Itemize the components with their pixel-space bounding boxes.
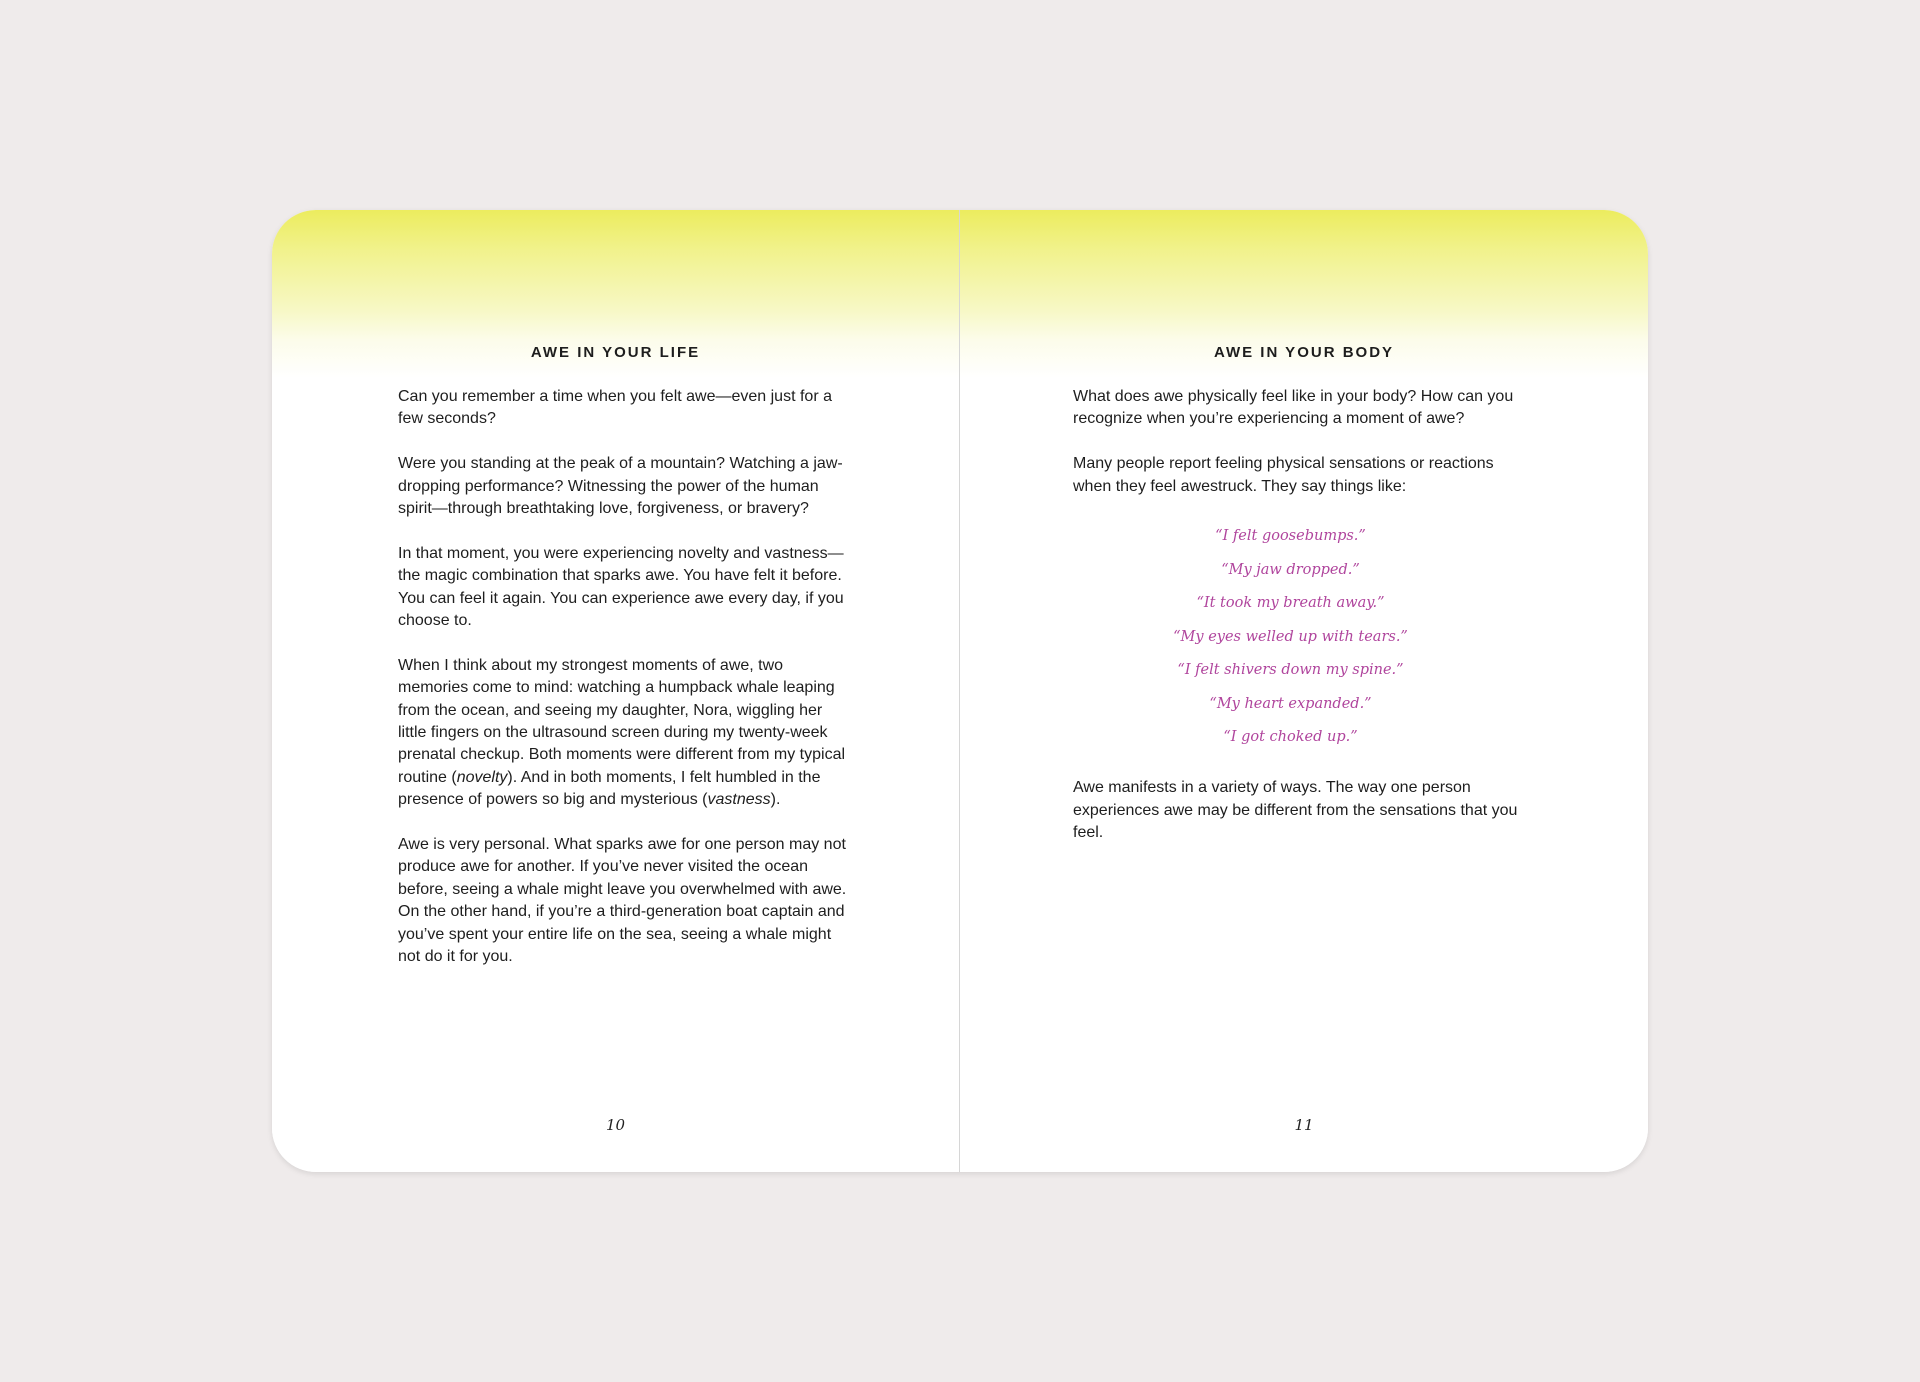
left-page: [272, 210, 959, 1172]
quote-item: “I got choked up.”: [1223, 729, 1358, 746]
p4-text-c: ).: [770, 791, 781, 809]
quote-item: “It took my breath away.”: [1196, 595, 1385, 612]
left-page-number: 10: [605, 1116, 626, 1134]
quote-item: “My jaw dropped.”: [1221, 561, 1360, 578]
right-page: [960, 210, 1648, 1172]
p4-text-a: When I think about my strongest moments of awe, two memories come to mind: watching a humpback whale leaping from the ocean, and seeing my daughter, Nora, wiggling her little fingers on the ultrasound screen during my twenty-week prenatal checkup. Both moments were different from my typical routine (: [398, 656, 846, 786]
book-spread: [272, 210, 1648, 1172]
quote-list: [1073, 520, 1523, 755]
left-paragraph-5: Awe is very personal. What sparks awe for one person may not produce awe for another. If you’ve never visited the ocean before, seeing a whale might leave you overwhelmed with awe. On the other hand, if you’re a third-generation boat captain and you’ve spent your entire life on the sea, seeing a whale might not do it for you.: [398, 836, 847, 966]
left-page-heading: AWE IN YOUR LIFE: [530, 344, 701, 361]
left-paragraph-2: Were you standing at the peak of a mountain? Watching a jaw-dropping performance? Witnessing the power of the human spirit—through breathtaking love, forgiveness, or bravery?: [398, 455, 843, 518]
left-page-body: [398, 386, 848, 991]
quote-item: “I felt goosebumps.”: [1215, 528, 1366, 545]
novelty-term: novelty: [456, 768, 508, 786]
p4-text-b: ). And in both moments, I felt humbled in the presence of powers so big and mysterious (: [398, 768, 821, 809]
left-paragraph-3: In that moment, you were experiencing novelty and vastness—the magic combination that sparks awe. You have felt it before. You can feel it again. You can experience awe every day, if you choose to.: [398, 544, 844, 630]
quote-item: “My eyes welled up with tears.”: [1173, 628, 1408, 645]
right-page-number: 11: [1294, 1116, 1314, 1134]
right-page-body: [1073, 386, 1523, 867]
quote-item: “I felt shivers down my spine.”: [1177, 662, 1404, 679]
right-paragraph-3: Awe manifests in a variety of ways. The way one person experiences awe may be different from the sensations that you feel.: [1073, 779, 1518, 842]
left-paragraph-4: [398, 655, 848, 812]
right-paragraph-1: What does awe physically feel like in your body? How can you recognize when you’re experiencing a moment of awe?: [1073, 388, 1514, 428]
right-page-heading: AWE IN YOUR BODY: [1213, 344, 1395, 361]
left-paragraph-1: Can you remember a time when you felt awe—even just for a few seconds?: [398, 388, 832, 428]
vastness-term: vastness: [707, 791, 771, 809]
right-paragraph-2: Many people report feeling physical sensations or reactions when they feel awestruck. They say things like:: [1073, 455, 1494, 495]
quote-item: “My heart expanded.”: [1209, 695, 1372, 712]
